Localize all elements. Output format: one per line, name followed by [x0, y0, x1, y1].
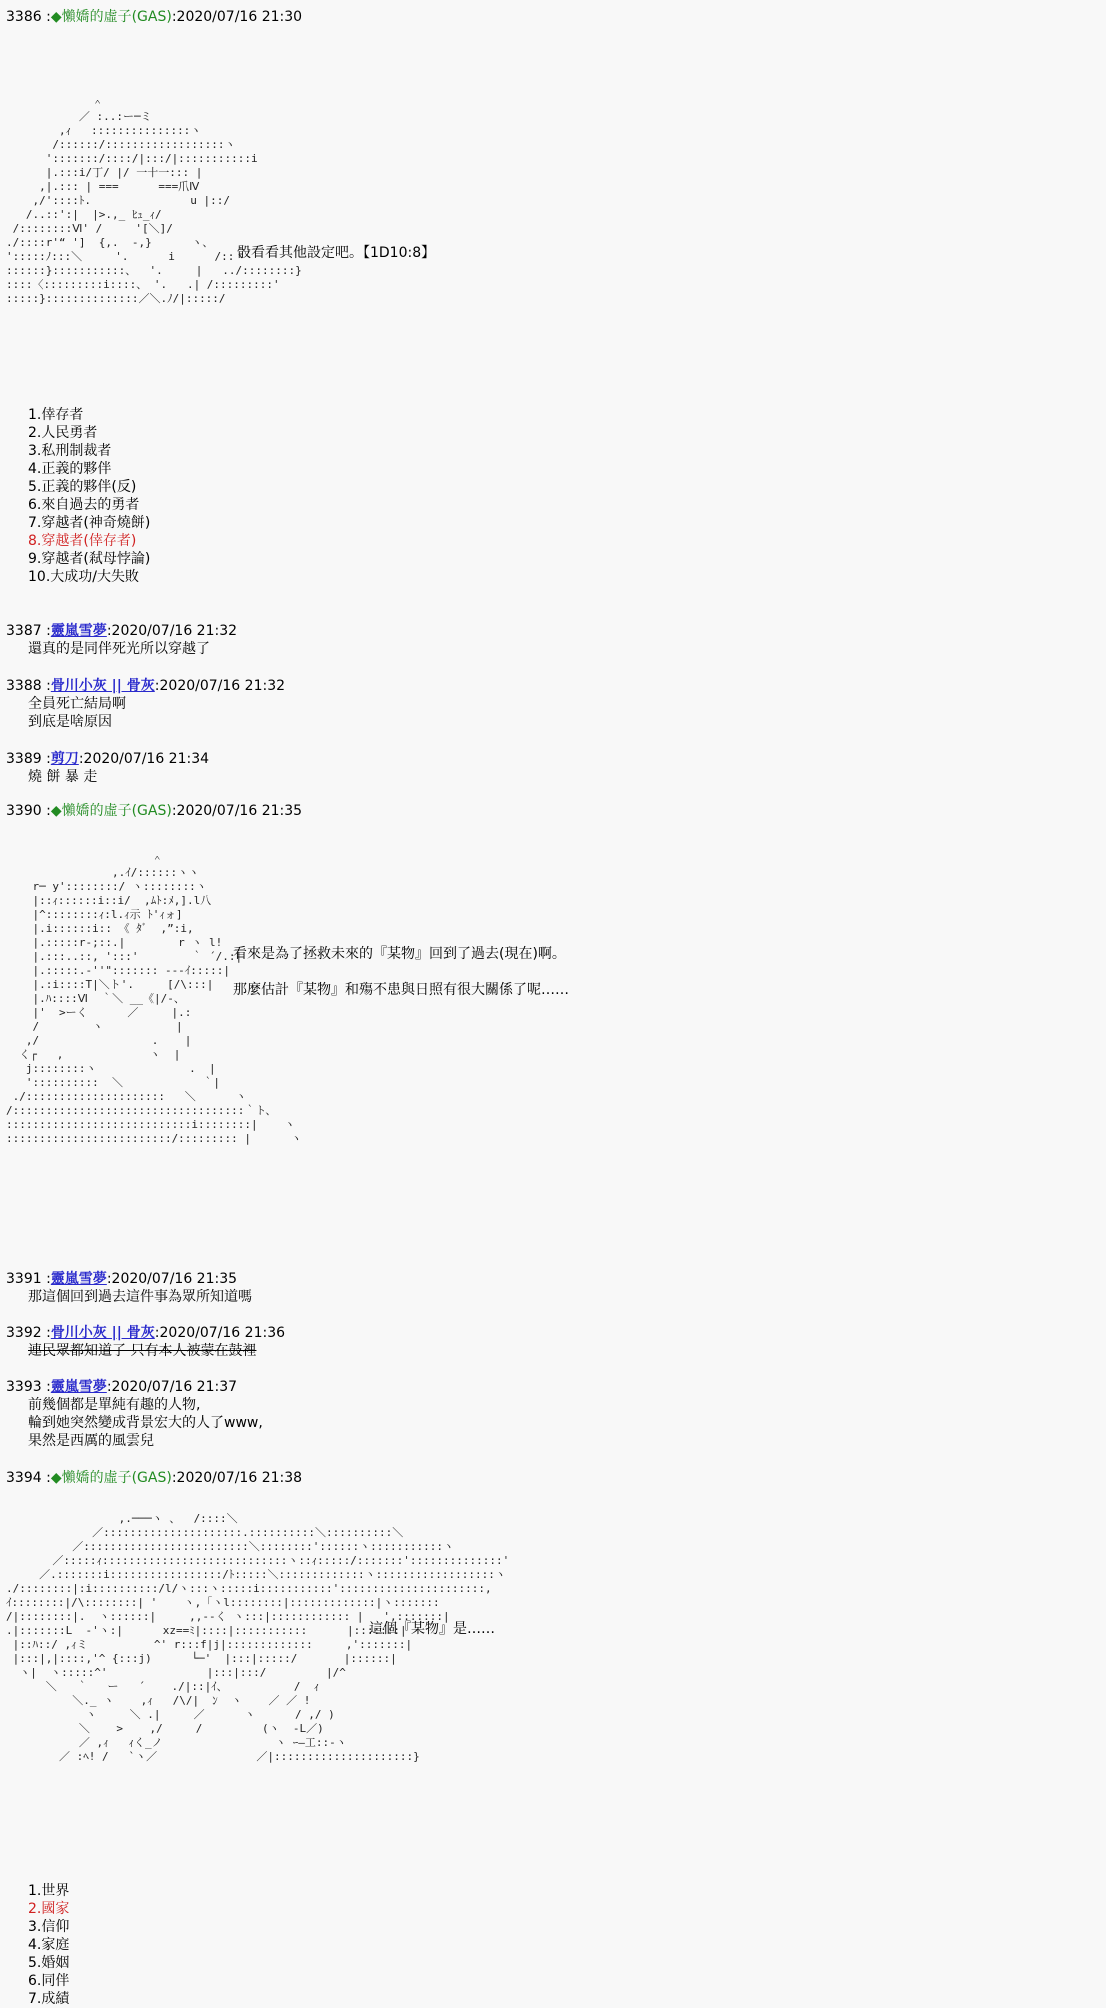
post-body — [28, 1288, 252, 1306]
post-timestamp: 2020/07/16 21:32 — [111, 623, 238, 639]
list-item: 3.私刑制裁者 — [28, 443, 112, 459]
post-timestamp: 2020/07/16 21:30 — [176, 9, 303, 25]
post-3392 — [6, 1324, 285, 1360]
poster-name: ◆懶嬌的虛子(GAS) — [50, 1470, 172, 1486]
post-body — [28, 1396, 263, 1450]
list-item: 1.倖存者 — [28, 407, 84, 423]
ascii-art: ＾ ,.ｲ/::::::ヽヽ r─ y'::::::::/ ヽ::::::::ヽ |::ｨ::::::i::i/ ,ﾑﾄ:ﾒ,].l八 |^::::::::ｨ:l.ｨ示 ﾄ'ｨォ] |.i::::::i:: 《 ﾀﾞ ,”:i, |.:::::r-;::.| r ヽ l! |.:::..::, ':::' ｀ ´/.:| |.:::::.-''"::::::: --‐ｲ:::::| |.:i::::T|＼ト'. [/\:::| |.ﾊ::::Ⅵ ｀＼ __《|/-、 |' >ーく ／ |.: / ヽ | ,/ . | く┌ , ヽ | j::::::::ヽ . | ':::::::::: ＼ ｀| ./::::::::::::::::::::: ＼ ヽ /:::::::::::::::::::::::::::::::::::｀ト、 ::::::::::::::::::::::::::::i::::::::| ヽ :::::::::::::::::::::::::/::::::::: | ヽ — [6, 852, 302, 1145]
option-list — [28, 406, 150, 586]
narration-line: 看來是為了拯救未來的『某物』回到了過去(現在)啊。 — [233, 946, 566, 962]
roll-text: 骰看看其他設定吧。【1D10:8】 — [237, 245, 436, 261]
post-3391 — [6, 1270, 252, 1306]
list-item: 2.人民勇者 — [28, 425, 98, 441]
list-item: 3.信仰 — [28, 1919, 70, 1935]
post-header: 3393 :靈嵐雪夢:2020/07/16 21:37 — [6, 1379, 238, 1395]
post-number[interactable]: 3391 — [6, 1271, 42, 1287]
poster-name[interactable]: 靈嵐雪夢 — [50, 1379, 107, 1395]
list-item: 7.成績 — [28, 1991, 70, 2007]
post-line: 果然是西厲的風雲兒 — [28, 1433, 154, 1449]
list-item: 7.穿越者(神奇燒餅) — [28, 515, 151, 531]
ascii-art: ＾ ／ :..:ー─ミ ,ｨ :::::::::::::::ヽ /::::::/::::::::::::::::::ヽ ':::::::/::::/|:::/|:::::::::::i |.:::i/丁/ |/ 一十一::: | ,|.::: | === ===爪Ⅳ ,/'::::ﾄ. u |::/ /..::':| |>.,_ ﾋｭ_ｨ/ /::::::::Ⅵ' / '[＼]/ ./::::r'“ '] {,. -,} ヽ、 ':::::ﾉ:::＼ '. i /::ヽ ::::::}:::::::::::、 '. | ../::::::::} ::::〈:::::::::i::::、 '. .| /:::::::::' :::::}::::::::::::::／＼.ﾉ/|:::::/ — [6, 96, 302, 305]
post-3393 — [6, 1378, 263, 1450]
list-item: 9.穿越者(弒母悖論) — [28, 551, 151, 567]
post-timestamp: 2020/07/16 21:32 — [159, 678, 286, 694]
post-header: 3388 :骨川小灰 || 骨灰:2020/07/16 21:32 — [6, 678, 286, 694]
post-header: 3386 :◆懶嬌的虛子(GAS):2020/07/16 21:30 — [6, 9, 303, 25]
post-header: 3392 :骨川小灰 || 骨灰:2020/07/16 21:36 — [6, 1325, 286, 1341]
post-line-strikethrough: 連民眾都知道了 只有本人被蒙在鼓裡 — [28, 1343, 257, 1359]
post-number[interactable]: 3388 — [6, 678, 42, 694]
post-3387 — [6, 622, 237, 658]
post-timestamp: 2020/07/16 21:38 — [176, 1470, 303, 1486]
narration-line: 那麼估計『某物』和殤不患與日照有很大關係了呢…… — [233, 982, 569, 998]
post-header: 3389 :剪刀:2020/07/16 21:34 — [6, 751, 210, 767]
post-number[interactable]: 3394 — [6, 1470, 42, 1486]
post-timestamp: 2020/07/16 21:34 — [83, 751, 210, 767]
list-item: 4.家庭 — [28, 1937, 70, 1953]
post-line: 前幾個都是單純有趣的人物, — [28, 1397, 201, 1413]
post-body — [28, 640, 237, 658]
post-line: 那這個回到過去這件事為眾所知道嗎 — [28, 1289, 252, 1305]
list-item-selected: 8.穿越者(倖存者) — [28, 533, 137, 549]
poster-name: ◆懶嬌的虛子(GAS) — [50, 803, 172, 819]
list-item: 6.同伴 — [28, 1973, 70, 1989]
post-body — [28, 1342, 285, 1360]
poster-name: ◆懶嬌的虛子(GAS) — [50, 9, 172, 25]
post-number[interactable]: 3393 — [6, 1379, 42, 1395]
post-timestamp: 2020/07/16 21:37 — [111, 1379, 238, 1395]
list-item: 5.婚姻 — [28, 1955, 70, 1971]
narration-line: 這個『某物』是…… — [369, 1621, 495, 1637]
post-line: 到底是啥原因 — [28, 714, 112, 730]
post-number[interactable]: 3389 — [6, 751, 42, 767]
post-body — [28, 768, 209, 786]
poster-name[interactable]: 骨川小灰 || 骨灰 — [50, 678, 155, 694]
post-timestamp: 2020/07/16 21:36 — [159, 1325, 286, 1341]
post-line: 全員死亡結局啊 — [28, 696, 126, 712]
post-3394 — [6, 1469, 302, 1487]
post-header: 3387 :靈嵐雪夢:2020/07/16 21:32 — [6, 623, 238, 639]
list-item: 10.大成功/大失敗 — [28, 569, 139, 585]
poster-name[interactable]: 靈嵐雪夢 — [50, 1271, 107, 1287]
list-item: 1.世界 — [28, 1883, 70, 1899]
poster-name[interactable]: 剪刀 — [50, 751, 79, 767]
post-3389 — [6, 750, 209, 786]
post-number[interactable]: 3387 — [6, 623, 42, 639]
post-timestamp: 2020/07/16 21:35 — [176, 803, 303, 819]
post-3386 — [6, 8, 302, 26]
ascii-art: ,.───ヽ 、 /::::＼ ／:::::::::::::::::::::.::::::::::＼::::::::::＼ ／:::::::::::::::::::::::::＼::::::::'::::::ヽ:::::::::::ヽ ／:::::ｨ::::::::::::::::::::::::::::ヽ::ｨ:::::/:::::::'::::::::::::::' ／.:::::::i:::::::::::::::::/ﾄ:::::＼:::::::::::::ヽ::::::::::::::::::ヽ ./::::::::|:i::::::::::/l/ヽ:::ヽ:::::i:::::::::::'::::::::::::::::::::::, ｲ::::::::|/\::::::::| ' ヽ,「ヽl::::::::|:::::::::::::|ヽ::::::: /|::::::::|. ヽ::::::| ,,--く ヽ:::|:::::::::::: | ',:::::::| .|:::::::L -'ヽ:| xz==ﾐ|::::|::::::::::: |:::::::| |::ﾊ::/ ,ｨミ ^' r:::f|j|::::::::::::: ,':::::::| |:::|,|::::,'^ {:::j) └─' |:::|:::::/ |::::::| ヽ| ヽ:::::^' |:::|:::/ |/^ ＼ ｀ ー ´ ./|::|ｲ、 / ｨ ＼._ ヽ ,ｨ /\/| ﾝ ヽ ／ ／ ! ヽ ＼ .| ／ ヽ / ,/ ) ＼ > ,/ / (ヽ -L／) ／ ,ｨ ｨく_ノ ヽ ｰ―工::-ヽ ／ :ﾍ! / `ヽ／ ／|:::::::::::::::::::::} — [6, 1512, 510, 1763]
post-line: 還真的是同伴死光所以穿越了 — [28, 641, 210, 657]
post-number[interactable]: 3386 — [6, 9, 42, 25]
option-list — [28, 1882, 69, 2008]
post-body — [28, 695, 285, 731]
post-number[interactable]: 3390 — [6, 803, 42, 819]
post-header: 3394 :◆懶嬌的虛子(GAS):2020/07/16 21:38 — [6, 1470, 303, 1486]
post-3388 — [6, 677, 285, 731]
post-line: 輪到她突然變成背景宏大的人了www, — [28, 1415, 263, 1431]
post-timestamp: 2020/07/16 21:35 — [111, 1271, 238, 1287]
post-3390 — [6, 802, 302, 820]
list-item: 4.正義的夥伴 — [28, 461, 112, 477]
poster-name[interactable]: 靈嵐雪夢 — [50, 623, 107, 639]
post-header: 3390 :◆懶嬌的虛子(GAS):2020/07/16 21:35 — [6, 803, 303, 819]
post-header: 3391 :靈嵐雪夢:2020/07/16 21:35 — [6, 1271, 238, 1287]
list-item: 5.正義的夥伴(反) — [28, 479, 137, 495]
poster-name[interactable]: 骨川小灰 || 骨灰 — [50, 1325, 155, 1341]
list-item: 6.來自過去的勇者 — [28, 497, 140, 513]
post-line: 燒 餅 暴 走 — [28, 769, 98, 785]
post-number[interactable]: 3392 — [6, 1325, 42, 1341]
list-item-selected: 2.國家 — [28, 1901, 70, 1917]
